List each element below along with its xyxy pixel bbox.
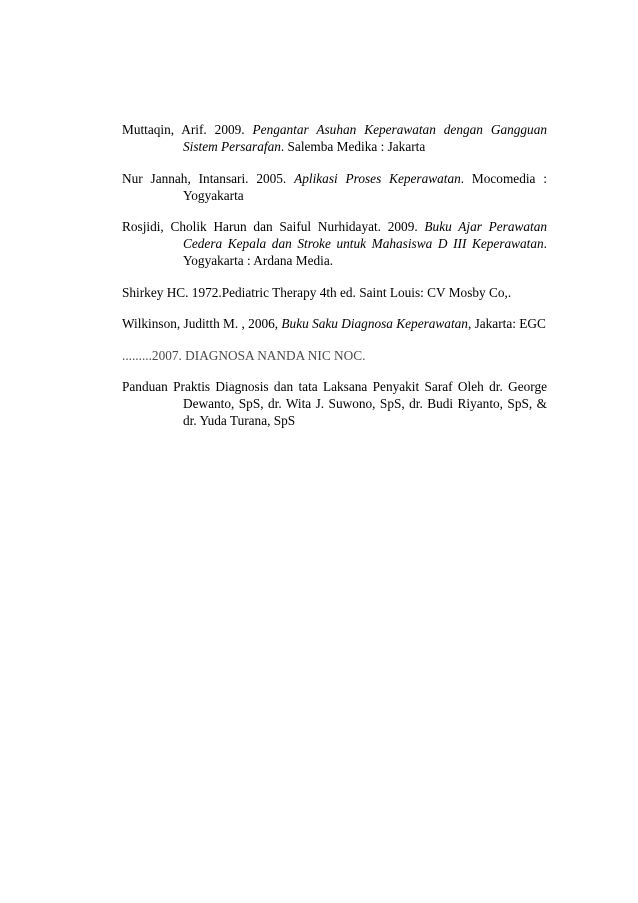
reference-author: Rosjidi, Cholik Harun dan Saiful Nurhidayat. 2009. bbox=[122, 219, 425, 234]
reference-author: Nur Jannah, Intansari. 2005. bbox=[122, 170, 295, 186]
reference-author: Wilkinson, Juditth M. , 2006, bbox=[122, 316, 282, 331]
reference-publisher: , Jakarta: EGC bbox=[467, 316, 546, 331]
reference-title: Buku Saku Diagnosa Keperawatan bbox=[281, 316, 468, 331]
reference-title: Aplikasi Proses Keperawatan bbox=[294, 170, 461, 186]
reference-entry: .........2007. DIAGNOSA NANDA NIC NOC. bbox=[122, 347, 366, 363]
reference-list bbox=[122, 121, 547, 444]
reference-entry bbox=[122, 121, 547, 155]
reference-title: Buku Ajar Perawatan Cedera Kepala dan Stroke untuk Mahasiswa D III Keperawatan bbox=[183, 219, 547, 251]
reference-entry: Shirkey HC. 1972.Pediatric Therapy 4th ed. Saint Louis: CV Mosby Co,. bbox=[122, 284, 512, 300]
reference-entry bbox=[122, 315, 547, 332]
reference-entry: Panduan Praktis Diagnosis dan tata Laksana Penyakit Saraf Oleh dr. George Dewanto, SpS, dr. Wita J. Suwono, SpS, dr. Budi Riyanto, SpS, & dr. Yuda Turana, SpS bbox=[122, 379, 547, 428]
reference-publisher: . Salemba Medika : Jakarta bbox=[280, 139, 426, 154]
reference-title: Pengantar Asuhan Keperawatan dengan Gangguan Sistem Persarafan bbox=[183, 122, 547, 154]
reference-publisher: . Mocomedia : Yogyakarta bbox=[183, 170, 547, 203]
reference-entry bbox=[122, 218, 547, 269]
reference-publisher: . Yogyakarta : Ardana Media. bbox=[183, 236, 547, 268]
reference-author: Muttaqin, Arif. 2009. bbox=[122, 122, 253, 137]
reference-entry bbox=[122, 170, 547, 204]
